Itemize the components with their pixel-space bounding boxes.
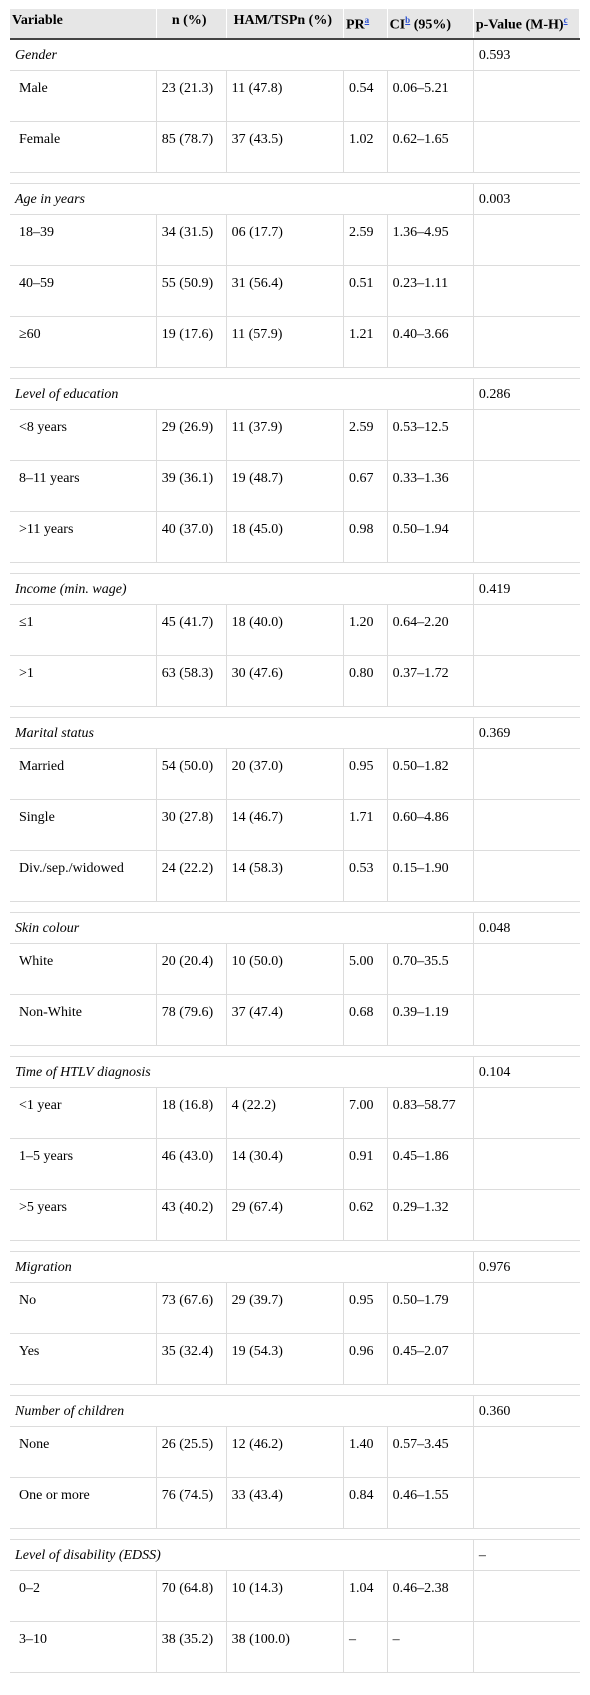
group-row — [10, 573, 580, 604]
table-row — [10, 409, 580, 460]
row-p-empty — [473, 1570, 579, 1621]
row-ci: 1.36–4.95 — [387, 214, 473, 265]
row-ham-tsp: 18 (45.0) — [226, 511, 343, 562]
group-p-value: 0.286 — [473, 378, 579, 409]
group-label: Income (min. wage) — [10, 573, 473, 604]
group-row — [10, 1539, 580, 1570]
row-label: ≤1 — [10, 604, 156, 655]
row-ci: 0.64–2.20 — [387, 604, 473, 655]
group-spacer — [10, 562, 580, 573]
row-p-empty — [473, 409, 579, 460]
group-label: Level of disability (EDSS) — [10, 1539, 473, 1570]
row-ham-tsp: 12 (46.2) — [226, 1426, 343, 1477]
row-ci: 0.45–2.07 — [387, 1333, 473, 1384]
row-ham-tsp: 10 (14.3) — [226, 1570, 343, 1621]
group-p-value: 0.104 — [473, 1056, 579, 1087]
group-row — [10, 39, 580, 71]
row-label: <1 year — [10, 1087, 156, 1138]
row-ci: – — [387, 1621, 473, 1672]
row-n-percent: 20 (20.4) — [156, 943, 226, 994]
table-row — [10, 1282, 580, 1333]
footnote-link-c[interactable]: c — [563, 15, 568, 25]
row-p-empty — [473, 850, 579, 901]
row-pr: 7.00 — [343, 1087, 387, 1138]
table-row — [10, 748, 580, 799]
row-label: <8 years — [10, 409, 156, 460]
group-spacer — [10, 1384, 580, 1395]
row-ci: 0.15–1.90 — [387, 850, 473, 901]
table-row — [10, 850, 580, 901]
table-row — [10, 1477, 580, 1528]
row-p-empty — [473, 655, 579, 706]
row-ham-tsp: 06 (17.7) — [226, 214, 343, 265]
row-p-empty — [473, 799, 579, 850]
table-row — [10, 1189, 580, 1240]
table-row — [10, 511, 580, 562]
row-ci: 0.40–3.66 — [387, 316, 473, 367]
group-label: Age in years — [10, 183, 473, 214]
row-label: >11 years — [10, 511, 156, 562]
row-n-percent: 38 (35.2) — [156, 1621, 226, 1672]
row-n-percent: 18 (16.8) — [156, 1087, 226, 1138]
row-label: One or more — [10, 1477, 156, 1528]
row-pr: 0.67 — [343, 460, 387, 511]
row-p-empty — [473, 604, 579, 655]
row-pr: 1.04 — [343, 1570, 387, 1621]
row-ham-tsp: 11 (47.8) — [226, 70, 343, 121]
row-pr: 2.59 — [343, 214, 387, 265]
row-pr: 1.20 — [343, 604, 387, 655]
row-n-percent: 46 (43.0) — [156, 1138, 226, 1189]
row-label: No — [10, 1282, 156, 1333]
row-ham-tsp: 38 (100.0) — [226, 1621, 343, 1672]
spacer-cell — [10, 562, 580, 573]
row-ham-tsp: 33 (43.4) — [226, 1477, 343, 1528]
row-n-percent: 35 (32.4) — [156, 1333, 226, 1384]
row-n-percent: 39 (36.1) — [156, 460, 226, 511]
row-ci: 0.45–1.86 — [387, 1138, 473, 1189]
row-p-empty — [473, 1282, 579, 1333]
row-ci: 0.60–4.86 — [387, 799, 473, 850]
row-pr: 0.95 — [343, 748, 387, 799]
header-row — [10, 9, 580, 39]
table-row — [10, 214, 580, 265]
row-p-empty — [473, 1621, 579, 1672]
row-pr: 0.53 — [343, 850, 387, 901]
row-pr: 0.98 — [343, 511, 387, 562]
row-ci: 0.39–1.19 — [387, 994, 473, 1045]
row-ham-tsp: 14 (46.7) — [226, 799, 343, 850]
row-n-percent: 54 (50.0) — [156, 748, 226, 799]
table-row — [10, 1087, 580, 1138]
row-ham-tsp: 11 (57.9) — [226, 316, 343, 367]
row-n-percent: 55 (50.9) — [156, 265, 226, 316]
row-ham-tsp: 20 (37.0) — [226, 748, 343, 799]
group-label: Level of education — [10, 378, 473, 409]
row-pr: – — [343, 1621, 387, 1672]
row-ham-tsp: 31 (56.4) — [226, 265, 343, 316]
header-variable: Variable — [10, 9, 156, 39]
group-p-value: 0.593 — [473, 39, 579, 71]
row-pr: 2.59 — [343, 409, 387, 460]
row-ci: 0.62–1.65 — [387, 121, 473, 172]
spacer-cell — [10, 1528, 580, 1539]
row-p-empty — [473, 70, 579, 121]
group-row — [10, 1056, 580, 1087]
table-row — [10, 1621, 580, 1672]
group-row — [10, 183, 580, 214]
row-p-empty — [473, 214, 579, 265]
row-n-percent: 70 (64.8) — [156, 1570, 226, 1621]
row-n-percent: 73 (67.6) — [156, 1282, 226, 1333]
group-spacer — [10, 1045, 580, 1056]
header-pr — [343, 9, 387, 39]
group-spacer — [10, 367, 580, 378]
spacer-cell — [10, 706, 580, 717]
table-row — [10, 1426, 580, 1477]
spacer-cell — [10, 367, 580, 378]
row-ham-tsp: 14 (58.3) — [226, 850, 343, 901]
header-ham-tsp: HAM/TSPn (%) — [226, 9, 343, 39]
row-ci: 0.50–1.82 — [387, 748, 473, 799]
row-ham-tsp: 30 (47.6) — [226, 655, 343, 706]
group-p-value: – — [473, 1539, 579, 1570]
row-ci: 0.23–1.11 — [387, 265, 473, 316]
row-ci: 0.29–1.32 — [387, 1189, 473, 1240]
row-pr: 1.21 — [343, 316, 387, 367]
group-label: Skin colour — [10, 912, 473, 943]
group-row — [10, 1395, 580, 1426]
row-n-percent: 24 (22.2) — [156, 850, 226, 901]
group-label: Time of HTLV diagnosis — [10, 1056, 473, 1087]
header-n: n (%) — [156, 9, 226, 39]
row-n-percent: 78 (79.6) — [156, 994, 226, 1045]
table-row — [10, 943, 580, 994]
row-pr: 0.96 — [343, 1333, 387, 1384]
row-ci: 0.70–35.5 — [387, 943, 473, 994]
header-p-label: p-Value (M-H) — [475, 17, 564, 33]
row-n-percent: 30 (27.8) — [156, 799, 226, 850]
spacer-cell — [10, 901, 580, 912]
row-pr: 1.02 — [343, 121, 387, 172]
group-p-value: 0.048 — [473, 912, 579, 943]
table-row — [10, 460, 580, 511]
group-row — [10, 717, 580, 748]
row-label: 18–39 — [10, 214, 156, 265]
row-n-percent: 34 (31.5) — [156, 214, 226, 265]
row-ham-tsp: 19 (54.3) — [226, 1333, 343, 1384]
row-p-empty — [473, 1477, 579, 1528]
row-p-empty — [473, 1333, 579, 1384]
row-pr: 0.54 — [343, 70, 387, 121]
row-p-empty — [473, 1426, 579, 1477]
row-label: 3–10 — [10, 1621, 156, 1672]
row-label: Div./sep./widowed — [10, 850, 156, 901]
table-row — [10, 604, 580, 655]
row-ci: 0.46–1.55 — [387, 1477, 473, 1528]
row-pr: 0.68 — [343, 994, 387, 1045]
row-label: Yes — [10, 1333, 156, 1384]
header-ci-rest: (95%) — [413, 17, 452, 33]
group-row — [10, 378, 580, 409]
row-ham-tsp: 10 (50.0) — [226, 943, 343, 994]
group-spacer — [10, 706, 580, 717]
group-row — [10, 1251, 580, 1282]
row-p-empty — [473, 460, 579, 511]
table-body — [10, 39, 580, 1673]
row-n-percent: 63 (58.3) — [156, 655, 226, 706]
header-p-value — [473, 9, 579, 39]
row-ham-tsp: 14 (30.4) — [226, 1138, 343, 1189]
group-spacer — [10, 172, 580, 183]
table-row — [10, 799, 580, 850]
row-p-empty — [473, 511, 579, 562]
row-label: Married — [10, 748, 156, 799]
table-row — [10, 994, 580, 1045]
row-ci: 0.83–58.77 — [387, 1087, 473, 1138]
row-label: 1–5 years — [10, 1138, 156, 1189]
table-row — [10, 316, 580, 367]
row-label: None — [10, 1426, 156, 1477]
row-label: 8–11 years — [10, 460, 156, 511]
table-row — [10, 70, 580, 121]
row-label: Non-White — [10, 994, 156, 1045]
header-ci — [387, 9, 473, 39]
row-p-empty — [473, 943, 579, 994]
table-row — [10, 655, 580, 706]
row-pr: 5.00 — [343, 943, 387, 994]
row-n-percent: 19 (17.6) — [156, 316, 226, 367]
table-row — [10, 1138, 580, 1189]
row-n-percent: 76 (74.5) — [156, 1477, 226, 1528]
group-label: Migration — [10, 1251, 473, 1282]
header-ci-label: CI — [389, 17, 406, 33]
row-label: Female — [10, 121, 156, 172]
row-ci: 0.33–1.36 — [387, 460, 473, 511]
row-n-percent: 45 (41.7) — [156, 604, 226, 655]
group-p-value: 0.976 — [473, 1251, 579, 1282]
row-label: Male — [10, 70, 156, 121]
row-ci: 0.37–1.72 — [387, 655, 473, 706]
row-n-percent: 43 (40.2) — [156, 1189, 226, 1240]
group-label: Gender — [10, 39, 473, 71]
group-label: Marital status — [10, 717, 473, 748]
row-ci: 0.46–2.38 — [387, 1570, 473, 1621]
row-ham-tsp: 29 (67.4) — [226, 1189, 343, 1240]
row-p-empty — [473, 121, 579, 172]
spacer-cell — [10, 172, 580, 183]
row-pr: 1.71 — [343, 799, 387, 850]
row-p-empty — [473, 265, 579, 316]
spacer-cell — [10, 1045, 580, 1056]
table-row — [10, 265, 580, 316]
group-p-value: 0.360 — [473, 1395, 579, 1426]
row-n-percent: 29 (26.9) — [156, 409, 226, 460]
row-p-empty — [473, 1189, 579, 1240]
row-ham-tsp: 19 (48.7) — [226, 460, 343, 511]
row-ham-tsp: 18 (40.0) — [226, 604, 343, 655]
group-p-value: 0.003 — [473, 183, 579, 214]
row-ci: 0.53–12.5 — [387, 409, 473, 460]
header-pr-label: PR — [345, 17, 365, 33]
row-pr: 0.84 — [343, 1477, 387, 1528]
row-ci: 0.06–5.21 — [387, 70, 473, 121]
row-n-percent: 23 (21.3) — [156, 70, 226, 121]
row-n-percent: 85 (78.7) — [156, 121, 226, 172]
table-header — [10, 9, 580, 39]
group-p-value: 0.369 — [473, 717, 579, 748]
row-label: Single — [10, 799, 156, 850]
row-p-empty — [473, 1087, 579, 1138]
table-row — [10, 1570, 580, 1621]
row-ham-tsp: 37 (43.5) — [226, 121, 343, 172]
row-label: ≥60 — [10, 316, 156, 367]
group-spacer — [10, 901, 580, 912]
footnote-link-b[interactable]: b — [405, 15, 411, 25]
spacer-cell — [10, 1240, 580, 1251]
group-spacer — [10, 1528, 580, 1539]
row-pr: 0.91 — [343, 1138, 387, 1189]
row-p-empty — [473, 994, 579, 1045]
results-table — [10, 9, 580, 1673]
row-p-empty — [473, 316, 579, 367]
footnote-link-a[interactable]: a — [364, 15, 370, 25]
group-row — [10, 912, 580, 943]
row-ci: 0.50–1.94 — [387, 511, 473, 562]
row-pr: 0.51 — [343, 265, 387, 316]
row-ci: 0.57–3.45 — [387, 1426, 473, 1477]
row-pr: 0.95 — [343, 1282, 387, 1333]
row-ham-tsp: 4 (22.2) — [226, 1087, 343, 1138]
row-ham-tsp: 37 (47.4) — [226, 994, 343, 1045]
row-label: 40–59 — [10, 265, 156, 316]
row-label: >1 — [10, 655, 156, 706]
table-row — [10, 1333, 580, 1384]
row-p-empty — [473, 1138, 579, 1189]
row-n-percent: 26 (25.5) — [156, 1426, 226, 1477]
row-ham-tsp: 29 (39.7) — [226, 1282, 343, 1333]
row-label: White — [10, 943, 156, 994]
table-row — [10, 121, 580, 172]
group-p-value: 0.419 — [473, 573, 579, 604]
row-pr: 0.80 — [343, 655, 387, 706]
group-label: Number of children — [10, 1395, 473, 1426]
row-ci: 0.50–1.79 — [387, 1282, 473, 1333]
row-pr: 1.40 — [343, 1426, 387, 1477]
row-label: 0–2 — [10, 1570, 156, 1621]
group-spacer — [10, 1240, 580, 1251]
row-p-empty — [473, 748, 579, 799]
spacer-cell — [10, 1384, 580, 1395]
row-ham-tsp: 11 (37.9) — [226, 409, 343, 460]
row-pr: 0.62 — [343, 1189, 387, 1240]
row-label: >5 years — [10, 1189, 156, 1240]
row-n-percent: 40 (37.0) — [156, 511, 226, 562]
